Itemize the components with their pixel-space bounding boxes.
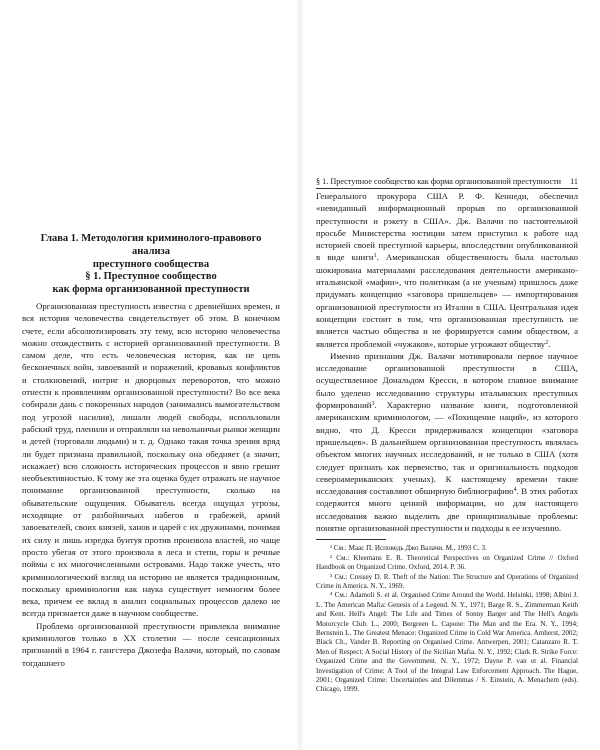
paragraph: Организованная преступность известна с древнейших времен, и вся история человечества свидетельствует об этом. В конечном счете, если абсолютизировать эту тему, всю историю человечества можно отождествить с историей организованной преступности. В самом деле, что есть человеческая история, как не цепь бесконечных войн, завоеваний и поражений, кровавых конфликтов и столкновений, интриг и дворцовых переворотов, что можно отнести к проявлениям организованной преступности? Во все века собирали дань с покоренных народов (занимались вымогательством под угрозой насилия), лишали людей свободы, использовали рабский труд, пленили и отправляли на невольничьи рынки женщин и детей (торговали людьми) и т. д. Однако такая точка зрения вряд ли будет признана правильной, поскольку она обедняет (а значит, искажает) всю сложность исторических процессов и явно грешит необъективностью. К тому же эта оценка будет отражать не научное понимание организованной преступности, сколько на обывательские ощущения. Обыватель всегда ощущал угрозы, исходящие от разбойничьих набегов и грабежей, армий завоевателей, своих князей, ханов и царей с их дружинами, понимая их силу и лишь изредка бунтуя против произвола властей, но чаще просто убегая от этого произвола в леса и степи, горы и речные поймы с их многочисленными островами. Надо также учесть, что криминологический взгляд на историю не является традиционным, поскольку криминология как наука существует немногим более века, причем ее вклад в анализ социальных процессов далеко не всегда признается даже в научном сообществе. — [22, 301, 280, 619]
section-title-line-2: как форма организованной преступности — [52, 284, 250, 295]
paragraph: Проблема организованной преступности привлекла внимание криминологов только в XX столетии — после сенсационных признаний в 1964 г. гангстера Джозефа Валачи, который, по словам тогдашнего — [22, 620, 280, 668]
chapter-title-line-2: преступного сообщества — [92, 259, 210, 270]
footnote-ref: 1 — [373, 253, 377, 260]
footnote: ³ См.: Cressey D. R. Theft of the Nation: The Structure and Operations of Organized Crime in America. N. Y., 1969. — [316, 572, 578, 590]
footnote: ¹ См.: Маас П. Исповедь Джо Валачи. М., 1993 С. 3. — [330, 544, 487, 553]
footnote: ⁴ См.: Adamoli S. et al. Organised Crime Around the World. Helsinki, 1998; Albini J. L. The American Mafia: Genesis of a Legend. N. Y., 1971; Barge R. S., Zimmerman Keith and Kent. Hell's Angel: The Life and Times of Sonny Barger and The Hell's Angels Motorcycle Club. L., 2000; Bergreen L. Capone: The Man and the Era. N. Y., 1994; Bernstein L. The Greatest Menace: Organized Crime in Cold War America. Amherst, 2002; Black Ch., Vander B. Reporting on Organised Crime. Antwerpen, 2001; Catanzaro R. T. Men of Respect: A Social History of the Sicilian Mafia. N. Y., 1992; Clark R. Strike Force: Organized Crime and the Government. N. Y., 1972; Dayne P. van et al. Financial Investigation of Crime: A Tool of the Integral Law Enforcement Approach. The Hague, 2001; Organized Crime: Uncertainties and Dilemmas / S. Einstein, A. Menachem (eds). Chicago, 1999. — [316, 591, 578, 694]
chapter-title — [22, 232, 280, 271]
footnote-divider — [316, 539, 386, 540]
paragraph-text: Генерального прокурора США Р. Ф. Кеннеди, обеспечил «невиданный информационный прорыв по организованной преступности и рэкету в США». Дж. Валачи по настоятельной просьбе Министерства юстиции затем приступил к работе над историей своей преступной карьеры, впоследствии опубликованной в виде книги — [316, 191, 578, 263]
running-head — [316, 176, 578, 189]
footnotes — [316, 544, 578, 695]
section-title — [22, 270, 280, 296]
paragraph-text: Именно признания Дж. Валачи мотивировали первое научное исследование организованной преступности в США, осуществленное Дональдом Кресси, в котором главное внимание было уделено исследованию структуры итальянских преступных формирований — [316, 350, 578, 411]
footnote-ref: 4 — [513, 487, 517, 494]
paragraph-text: . — [548, 338, 551, 349]
paragraph-text: . Характерно название книги, подготовленной американским криминологом, — «Похищение наций», из которого видно, что Д. Кресси придерживался концепции «заговора пришельцев». В дальнейшем организованная преступность являлась объектом многих научных исследований, и не только в США (хотя следует признать как первенство, так и оригинальность подходов североамериканских ученых). К настоящему времени такие исследования составляют обширную библиографию — [316, 400, 578, 497]
footnote-ref: 3 — [371, 401, 375, 408]
paragraph-text: . В этих работах содержится много ценной информации, но для настоящего исследования важно выделить две принципиальные проблемы: понятие организованной преступности и подходы к ее изучению. — [316, 486, 578, 534]
paragraph — [316, 190, 578, 350]
paragraph-text: . Американская общественность была настолько шокирована материалами расследования деятельности американо-итальянской «мафии», что политикам (а не ученым) пришлось даже придумать концепцию «заговора пришельцев» — импортирования организованной преступности из Италии в США. Центральная идея концепции состоит в том, что организованная преступность не является частью общества и не формируется самим обществом, а является проблемой «чужаков», которые угрожают обществу — [316, 252, 578, 349]
footnote-ref: 2 — [545, 339, 549, 346]
section-title-line-1: § 1. Преступное сообщество — [85, 271, 217, 282]
right-page — [300, 0, 600, 750]
running-head-title: § 1. Преступное сообщество как форма организованной преступности — [316, 177, 562, 186]
footnote: ² См.: Kleemans E. R. Theoretical Perspectives on Organized Crime // Oxford Handbook on Organized Crime. Oxford, 2014. P. 36. — [316, 553, 578, 572]
chapter-title-line-1: Глава 1. Методология криминолого-правового анализа — [40, 233, 262, 257]
right-page-body — [316, 190, 578, 695]
left-page-body — [22, 300, 280, 669]
paragraph — [316, 350, 578, 534]
page-number: 11 — [570, 177, 578, 186]
